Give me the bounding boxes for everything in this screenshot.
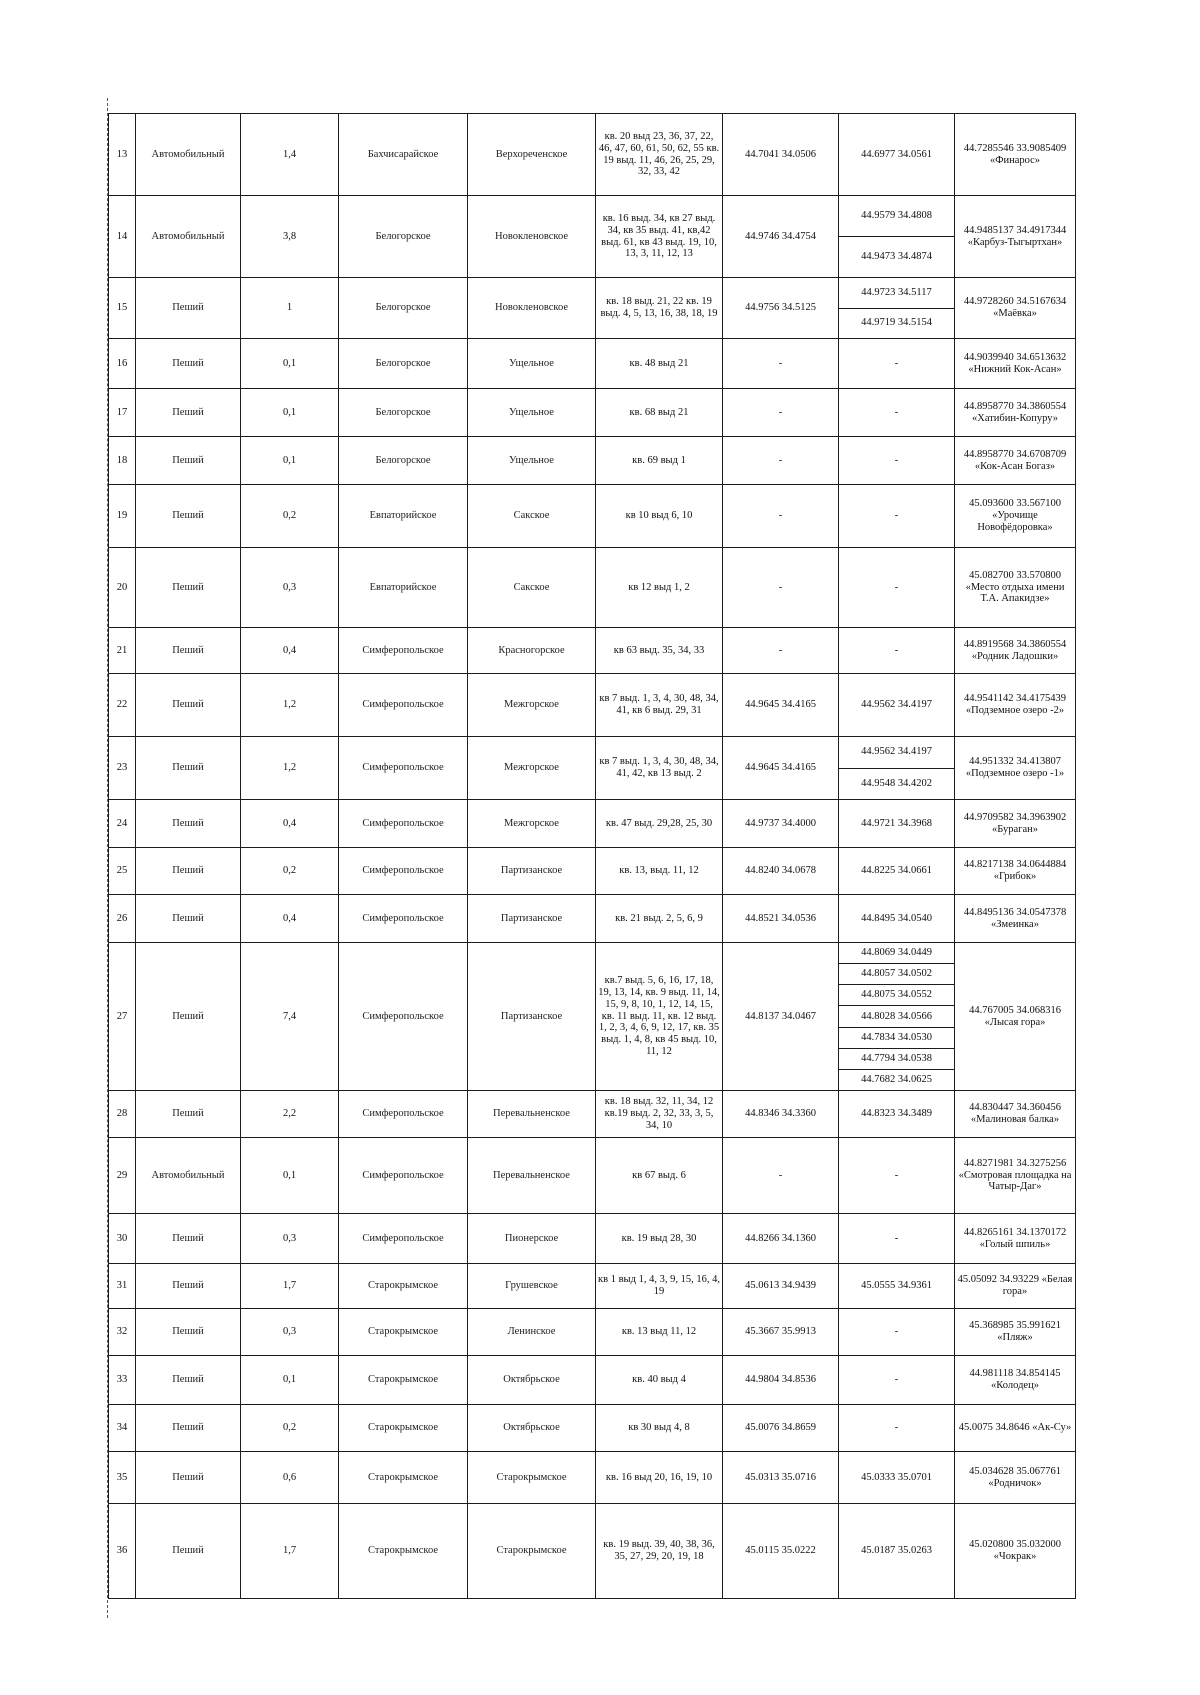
district-forestry-name: Межгорское [468,800,596,848]
forestry-name: Старокрымское [339,1356,468,1405]
start-coordinates: - [723,339,839,389]
table-row [109,196,1076,278]
end-coordinates-list [839,485,954,547]
row-number: 15 [109,278,136,339]
end-coordinate-item: 44.8069 34.0449 [861,947,932,959]
district-forestry-name: Ущельное [468,437,596,485]
route-length: 0,3 [241,548,339,628]
start-coordinates: 44.9746 34.4754 [723,196,839,278]
object-coordinates-name: 44.830447 34.360456 «Малиновая балка» [955,1091,1076,1138]
end-coordinate-item: 44.8323 34.3489 [861,1108,932,1120]
end-coordinates-list [839,1356,954,1404]
route-length: 0,3 [241,1214,339,1264]
row-number: 23 [109,737,136,800]
end-coordinate-item: 44.8225 34.0661 [861,865,932,877]
route-length: 0,1 [241,1138,339,1214]
object-coordinates-name: 44.8919568 34.3860554 «Родник Ладошки» [955,628,1076,674]
route-type: Пеший [136,339,241,389]
end-coordinates [839,485,955,548]
start-coordinates: - [723,548,839,628]
row-number: 24 [109,800,136,848]
route-type: Пеший [136,895,241,943]
object-coordinates-name: 44.9709582 34.3963902 «Бураган» [955,800,1076,848]
quarter-allotments: кв. 18 выд. 21, 22 кв. 19 выд. 4, 5, 13, 16, 38, 18, 19 [596,278,723,339]
end-coordinate-item: 44.7794 34.0538 [839,1048,954,1069]
route-type: Автомобильный [136,114,241,196]
row-number: 22 [109,674,136,737]
start-coordinates: 45.0313 35.0716 [723,1452,839,1504]
end-coordinates-list [839,737,954,799]
start-coordinates: 44.9756 34.5125 [723,278,839,339]
table-row [109,114,1076,196]
end-coordinates [839,1356,955,1405]
end-coordinates [839,196,955,278]
end-coordinate-item: 44.7682 34.0625 [839,1069,954,1090]
object-coordinates-name: 45.093600 33.567100 «Урочище Новофёдоровка» [955,485,1076,548]
object-coordinates-name: 44.767005 34.068316 «Лысая гора» [955,943,1076,1091]
end-coordinate-item: - [894,454,899,466]
object-coordinates-name: 44.9728260 34.5167634 «Маёвка» [955,278,1076,339]
start-coordinates: 44.9645 34.4165 [723,674,839,737]
district-forestry-name: Пионерское [468,1214,596,1264]
start-coordinates: 44.7041 34.0506 [723,114,839,196]
end-coordinates-list [839,1138,954,1213]
route-type: Пеший [136,485,241,548]
table-row [109,737,1076,800]
start-coordinates: - [723,437,839,485]
object-coordinates-name: 44.9039940 34.6513632 «Нижний Кок-Асан» [955,339,1076,389]
row-number: 17 [109,389,136,437]
table-row [109,628,1076,674]
route-length: 0,4 [241,895,339,943]
quarter-allotments: кв. 21 выд. 2, 5, 6, 9 [596,895,723,943]
end-coordinate-item: - [894,1326,899,1338]
district-forestry-name: Новокленовское [468,196,596,278]
end-coordinates [839,1091,955,1138]
end-coordinates-list [839,1091,954,1137]
quarter-allotments: кв. 40 выд 4 [596,1356,723,1405]
district-forestry-name: Октябрьское [468,1356,596,1405]
end-coordinates-list [839,1452,954,1503]
forestry-name: Евпаторийское [339,548,468,628]
end-coordinate-item: 44.9723 34.5117 [861,286,932,298]
forestry-name: Симферопольское [339,628,468,674]
route-type: Пеший [136,1504,241,1599]
end-coordinates [839,114,955,196]
end-coordinates [839,1138,955,1214]
start-coordinates: 45.3667 35.9913 [723,1309,839,1356]
route-length: 0,4 [241,628,339,674]
end-coordinates [839,628,955,674]
end-coordinates-list [839,1405,954,1451]
end-coordinates [839,1309,955,1356]
row-number: 16 [109,339,136,389]
end-coordinate-item: 44.9719 34.5154 [839,308,954,339]
table-row [109,437,1076,485]
route-length: 1,2 [241,737,339,800]
table-row [109,1309,1076,1356]
end-coordinates-list [839,114,954,195]
row-number: 34 [109,1405,136,1452]
end-coordinate-item: 44.9562 34.4197 [861,746,932,758]
quarter-allotments: кв 7 выд. 1, 3, 4, 30, 48, 34, 41, кв 6 выд. 29, 31 [596,674,723,737]
route-length: 0,4 [241,800,339,848]
route-type: Пеший [136,278,241,339]
row-number: 32 [109,1309,136,1356]
object-coordinates-name: 44.8217138 34.0644884 «Грибок» [955,848,1076,895]
table-row [109,278,1076,339]
district-forestry-name: Верхореченское [468,114,596,196]
quarter-allotments: кв.7 выд. 5, 6, 16, 17, 18, 19, 13, 14, кв. 9 выд. 11, 14, 15, 9, 8, 10, 1, 12, 14, 15, кв. 11 выд. 11, кв. 12 выд. 1, 2, 3, 4, 6, 9, 12, 17, кв. 35 выд. 1, 4, 8, кв 45 выд. 10, 11, 12 [596,943,723,1091]
district-forestry-name: Перевальненское [468,1091,596,1138]
row-number: 19 [109,485,136,548]
object-coordinates-name: 44.9541142 34.4175439 «Подземное озеро -2» [955,674,1076,737]
row-number: 29 [109,1138,136,1214]
quarter-allotments: кв. 18 выд. 32, 11, 34, 12 кв.19 выд. 2, 32, 33, 3, 5, 34, 10 [596,1091,723,1138]
route-type: Пеший [136,943,241,1091]
route-type: Пеший [136,437,241,485]
object-coordinates-name: 44.8958770 34.3860554 «Хатибин-Копуру» [955,389,1076,437]
route-type: Пеший [136,1214,241,1264]
end-coordinates [839,339,955,389]
quarter-allotments: кв 1 выд 1, 4, 3, 9, 15, 16, 4, 19 [596,1264,723,1309]
quarter-allotments: кв. 20 выд 23, 36, 37, 22, 46, 47, 60, 61, 50, 62, 55 кв. 19 выд. 11, 46, 26, 25, 29, 32, 33, 42 [596,114,723,196]
row-number: 30 [109,1214,136,1264]
forestry-name: Симферопольское [339,737,468,800]
route-length: 0,1 [241,1356,339,1405]
end-coordinates-list [839,1309,954,1355]
district-forestry-name: Сакское [468,485,596,548]
forestry-name: Белогорское [339,339,468,389]
route-type: Пеший [136,1309,241,1356]
start-coordinates: 44.8266 34.1360 [723,1214,839,1264]
quarter-allotments: кв. 68 выд 21 [596,389,723,437]
route-length: 1,7 [241,1504,339,1599]
end-coordinate-item: 45.0187 35.0263 [861,1545,932,1557]
row-number: 21 [109,628,136,674]
end-coordinates [839,548,955,628]
end-coordinates-list [839,196,954,277]
forestry-name: Белогорское [339,389,468,437]
row-number: 27 [109,943,136,1091]
district-forestry-name: Красногорское [468,628,596,674]
start-coordinates: 45.0613 34.9439 [723,1264,839,1309]
quarter-allotments: кв. 48 выд 21 [596,339,723,389]
district-forestry-name: Ущельное [468,389,596,437]
object-coordinates-name: 45.020800 35.032000 «Чокрак» [955,1504,1076,1599]
quarter-allotments: кв. 19 выд 28, 30 [596,1214,723,1264]
start-coordinates: 44.8137 34.0467 [723,943,839,1091]
district-forestry-name: Ущельное [468,339,596,389]
route-length: 1,2 [241,674,339,737]
table-row [109,1264,1076,1309]
row-number: 26 [109,895,136,943]
route-type: Пеший [136,389,241,437]
table-row [109,1356,1076,1405]
quarter-allotments: кв. 47 выд. 29,28, 25, 30 [596,800,723,848]
table-row [109,895,1076,943]
forestry-name: Симферопольское [339,1138,468,1214]
route-length: 0,1 [241,437,339,485]
forestry-name: Симферопольское [339,943,468,1091]
route-type: Пеший [136,1452,241,1504]
route-type: Пеший [136,848,241,895]
end-coordinates-list [839,437,954,484]
route-type: Пеший [136,548,241,628]
row-number: 33 [109,1356,136,1405]
forestry-name: Белогорское [339,278,468,339]
district-forestry-name: Октябрьское [468,1405,596,1452]
end-coordinates-list [839,1214,954,1263]
route-type: Пеший [136,628,241,674]
forestry-name: Симферопольское [339,674,468,737]
end-coordinate-item: 44.9721 34.3968 [861,817,932,829]
district-forestry-name: Новокленовское [468,278,596,339]
end-coordinate-item: 44.9473 34.4874 [839,236,954,277]
object-coordinates-name: 45.034628 35.067761 «Родничок» [955,1452,1076,1504]
end-coordinates [839,1264,955,1309]
object-coordinates-name: 45.368985 35.991621 «Пляж» [955,1309,1076,1356]
route-length: 7,4 [241,943,339,1091]
end-coordinate-item: - [894,1422,899,1434]
end-coordinate-item: 45.0555 34.9361 [861,1280,932,1292]
route-length: 0,2 [241,1405,339,1452]
start-coordinates: 44.8521 34.0536 [723,895,839,943]
end-coordinate-item: 44.9548 34.4202 [839,768,954,800]
route-length: 0,1 [241,339,339,389]
table-row [109,674,1076,737]
table-body [109,114,1076,1599]
route-type: Пеший [136,1356,241,1405]
end-coordinate-item: 44.9579 34.4808 [861,210,932,222]
route-length: 0,2 [241,848,339,895]
row-number: 25 [109,848,136,895]
route-length: 0,3 [241,1309,339,1356]
row-number: 20 [109,548,136,628]
row-number: 28 [109,1091,136,1138]
route-length: 1 [241,278,339,339]
quarter-allotments: кв. 16 выд. 34, кв 27 выд. 34, кв 35 выд. 41, кв,42 выд. 61, кв 43 выд. 19, 10, 13, 3, 11, 12, 13 [596,196,723,278]
end-coordinate-item: - [894,1374,899,1386]
table-row [109,943,1076,1091]
row-number: 18 [109,437,136,485]
route-length: 0,1 [241,389,339,437]
route-length: 0,6 [241,1452,339,1504]
table-row [109,1504,1076,1599]
object-coordinates-name: 44.951332 34.413807 «Подземное озеро -1» [955,737,1076,800]
end-coordinate-item: - [894,510,899,522]
start-coordinates: 44.8240 34.0678 [723,848,839,895]
end-coordinates-list [839,389,954,436]
route-type: Пеший [136,1264,241,1309]
end-coordinate-item: 44.8075 34.0552 [839,984,954,1005]
end-coordinate-item: - [894,1169,899,1181]
end-coordinates [839,800,955,848]
end-coordinate-item: 45.0333 35.0701 [861,1471,932,1483]
table-row [109,1452,1076,1504]
route-type: Пеший [136,800,241,848]
routes-table [108,113,1076,1599]
end-coordinates [839,895,955,943]
forestry-name: Белогорское [339,196,468,278]
table-row [109,485,1076,548]
quarter-allotments: кв. 69 выд 1 [596,437,723,485]
start-coordinates: 45.0115 35.0222 [723,1504,839,1599]
forestry-name: Старокрымское [339,1504,468,1599]
district-forestry-name: Старокрымское [468,1504,596,1599]
forestry-name: Старокрымское [339,1264,468,1309]
end-coordinates [839,389,955,437]
district-forestry-name: Межгорское [468,674,596,737]
end-coordinates [839,848,955,895]
quarter-allotments: кв 63 выд. 35, 34, 33 [596,628,723,674]
quarter-allotments: кв 30 выд 4, 8 [596,1405,723,1452]
end-coordinate-item: 44.9562 34.4197 [861,699,932,711]
table-row [109,389,1076,437]
end-coordinates [839,278,955,339]
forestry-name: Старокрымское [339,1405,468,1452]
district-forestry-name: Грушевское [468,1264,596,1309]
quarter-allotments: кв 10 выд 6, 10 [596,485,723,548]
end-coordinates [839,674,955,737]
quarter-allotments: кв. 13 выд 11, 12 [596,1309,723,1356]
end-coordinates [839,1405,955,1452]
end-coordinate-item: - [894,1232,899,1244]
end-coordinates-list [839,339,954,388]
route-length: 0,2 [241,485,339,548]
start-coordinates: 45.0076 34.8659 [723,1405,839,1452]
route-type: Пеший [136,674,241,737]
table-row [109,548,1076,628]
district-forestry-name: Перевальненское [468,1138,596,1214]
row-number: 31 [109,1264,136,1309]
route-type: Пеший [136,1405,241,1452]
district-forestry-name: Сакское [468,548,596,628]
district-forestry-name: Партизанское [468,943,596,1091]
end-coordinates-list [839,800,954,847]
start-coordinates: 44.9804 34.8536 [723,1356,839,1405]
forestry-name: Симферопольское [339,895,468,943]
end-coordinates-list [839,1264,954,1308]
district-forestry-name: Партизанское [468,895,596,943]
table-row [109,800,1076,848]
row-number: 36 [109,1504,136,1599]
end-coordinates [839,1452,955,1504]
district-forestry-name: Ленинское [468,1309,596,1356]
quarter-allotments: кв 7 выд. 1, 3, 4, 30, 48, 34, 41, 42, кв 13 выд. 2 [596,737,723,800]
route-type: Пеший [136,1091,241,1138]
end-coordinate-item: 44.7834 34.0530 [839,1027,954,1048]
object-coordinates-name: 45.0075 34.8646 «Ак-Су» [955,1405,1076,1452]
end-coordinate-item: - [894,406,899,418]
table-row [109,339,1076,389]
object-coordinates-name: 44.8271981 34.3275256 «Смотровая площадка на Чатыр-Даг» [955,1138,1076,1214]
end-coordinates-list [839,674,954,736]
forestry-name: Симферопольское [339,848,468,895]
forestry-name: Белогорское [339,437,468,485]
object-coordinates-name: 44.7285546 33.9085409 «Финарос» [955,114,1076,196]
end-coordinate-item: - [894,644,899,656]
end-coordinates-list [839,943,954,1090]
object-coordinates-name: 44.981118 34.854145 «Колодец» [955,1356,1076,1405]
end-coordinates-list [839,278,954,338]
end-coordinates [839,737,955,800]
quarter-allotments: кв. 13, выд. 11, 12 [596,848,723,895]
route-type: Автомобильный [136,1138,241,1214]
object-coordinates-name: 45.082700 33.570800 «Место отдыха имени Т.А. Апакидзе» [955,548,1076,628]
district-forestry-name: Межгорское [468,737,596,800]
route-type: Пеший [136,737,241,800]
start-coordinates: - [723,1138,839,1214]
district-forestry-name: Старокрымское [468,1452,596,1504]
table-row [109,1405,1076,1452]
forestry-name: Симферопольское [339,1214,468,1264]
end-coordinate-item: 44.6977 34.0561 [861,148,932,160]
end-coordinates-list [839,1504,954,1598]
row-number: 35 [109,1452,136,1504]
start-coordinates: 44.9737 34.4000 [723,800,839,848]
end-coordinate-item: 44.8495 34.0540 [861,912,932,924]
forestry-name: Евпаторийское [339,485,468,548]
end-coordinate-item: 44.8028 34.0566 [839,1005,954,1026]
object-coordinates-name: 44.8265161 34.1370172 «Голый шпиль» [955,1214,1076,1264]
forestry-name: Симферопольское [339,800,468,848]
forestry-name: Старокрымское [339,1309,468,1356]
route-length: 3,8 [241,196,339,278]
end-coordinate-item: - [894,581,899,593]
object-coordinates-name: 44.8958770 34.6708709 «Кок-Асан Богаз» [955,437,1076,485]
route-length: 1,4 [241,114,339,196]
end-coordinates [839,1214,955,1264]
end-coordinates-list [839,895,954,942]
end-coordinates [839,943,955,1091]
end-coordinates [839,1504,955,1599]
start-coordinates: 44.9645 34.4165 [723,737,839,800]
quarter-allotments: кв. 19 выд. 39, 40, 38, 36, 35, 27, 29, 20, 19, 18 [596,1504,723,1599]
table-row [109,1138,1076,1214]
end-coordinates-list [839,848,954,894]
route-length: 1,7 [241,1264,339,1309]
start-coordinates: - [723,628,839,674]
start-coordinates: - [723,389,839,437]
end-coordinate-item: 44.8057 34.0502 [839,963,954,984]
object-coordinates-name: 44.8495136 34.0547378 «Змеинка» [955,895,1076,943]
end-coordinates [839,437,955,485]
quarter-allotments: кв. 16 выд 20, 16, 19, 10 [596,1452,723,1504]
row-number: 14 [109,196,136,278]
quarter-allotments: кв 67 выд. 6 [596,1138,723,1214]
end-coordinates-list [839,628,954,673]
end-coordinates-list [839,548,954,627]
object-coordinates-name: 44.9485137 34.4917344 «Карбуз-Тыгыртхан» [955,196,1076,278]
object-coordinates-name: 45.05092 34.93229 «Белая гора» [955,1264,1076,1309]
route-length: 2,2 [241,1091,339,1138]
row-number: 13 [109,114,136,196]
start-coordinates: - [723,485,839,548]
forestry-name: Старокрымское [339,1452,468,1504]
start-coordinates: 44.8346 34.3360 [723,1091,839,1138]
district-forestry-name: Партизанское [468,848,596,895]
table-row [109,1214,1076,1264]
table-row [109,848,1076,895]
forestry-name: Бахчисарайское [339,114,468,196]
quarter-allotments: кв 12 выд 1, 2 [596,548,723,628]
forestry-name: Симферопольское [339,1091,468,1138]
route-type: Автомобильный [136,196,241,278]
end-coordinate-item: - [894,357,899,369]
table-row [109,1091,1076,1138]
